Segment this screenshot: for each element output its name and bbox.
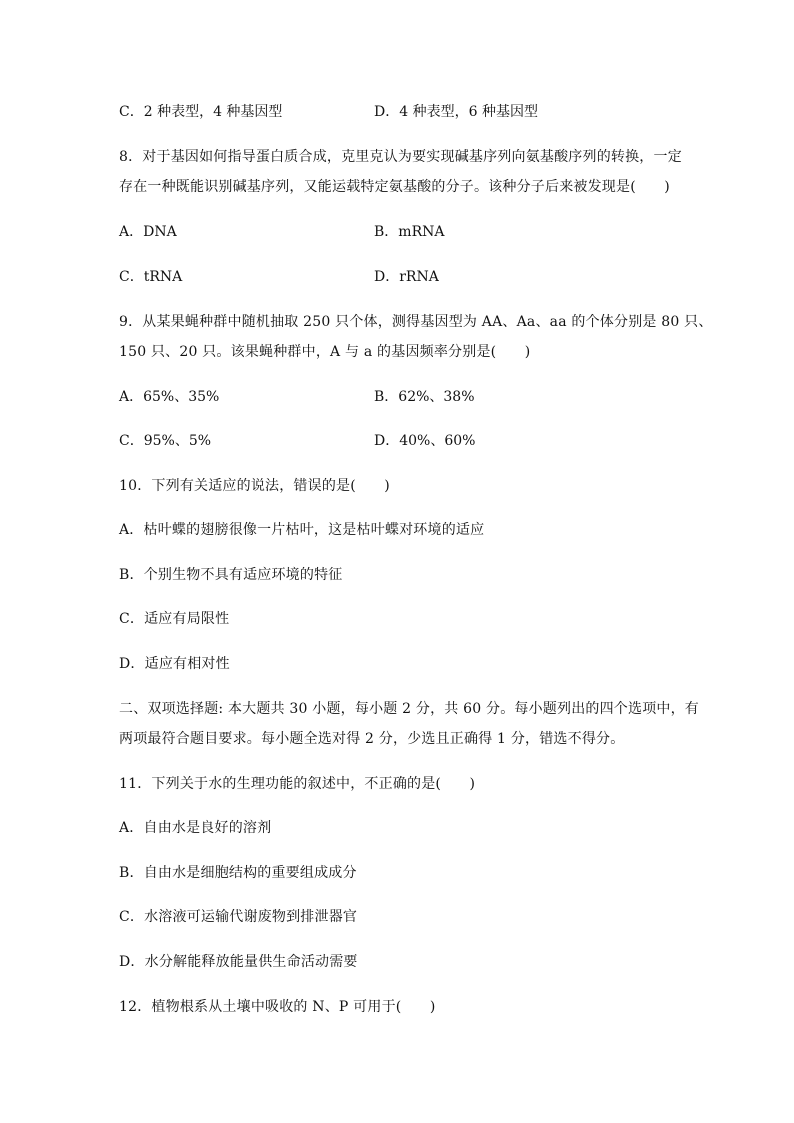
- section2-heading-line2: 两项最符合题目要求。每小题全选对得 2 分，少选且正确得 1 分，错选不得分。: [119, 731, 625, 747]
- q11-option-c: C．水溶液可运输代谢废物到排泄器官: [119, 909, 358, 925]
- q9-option-d: D．40%、60%: [374, 433, 476, 449]
- q9-option-b: B．62%、38%: [374, 389, 475, 405]
- q8-stem-line2: 存在一种既能识别碱基序列，又能运载特定氨基酸的分子。该种分子后来被发现是( ): [119, 179, 670, 195]
- q10-option-b: B．个别生物不具有适应环境的特征: [119, 567, 343, 583]
- q7-option-d: D．4 种表型，6 种基因型: [374, 104, 538, 120]
- q10-option-a: A．枯叶蝶的翅膀很像一片枯叶，这是枯叶蝶对环境的适应: [119, 522, 485, 538]
- q12-stem: 12．植物根系从土壤中吸收的 N、P 可用于( ): [119, 999, 436, 1015]
- q11-option-a: A．自由水是良好的溶剂: [119, 820, 272, 836]
- section2-heading-line1: 二、双项选择题: 本大题共 30 小题，每小题 2 分，共 60 分。每小题列出的四个选项中，有: [119, 701, 700, 717]
- q8-option-b: B．mRNA: [374, 224, 445, 240]
- q9-option-a: A．65%、35%: [119, 389, 220, 405]
- q9-option-c: C．95%、5%: [119, 433, 212, 449]
- q8-option-a: A．DNA: [119, 224, 177, 240]
- q8-option-c: C．tRNA: [119, 269, 183, 285]
- q11-option-b: B．自由水是细胞结构的重要组成成分: [119, 865, 357, 881]
- q11-stem: 11．下列关于水的生理功能的叙述中，不正确的是( ): [119, 776, 476, 792]
- q10-option-c: C．适应有局限性: [119, 611, 230, 627]
- q9-stem-line1: 9．从某果蝇种群中随机抽取 250 只个体，测得基因型为 AA、Aa、aa 的个体分别是 80 只、: [119, 314, 713, 330]
- q7-option-c: C．2 种表型，4 种基因型: [119, 104, 283, 120]
- q10-option-d: D．适应有相对性: [119, 656, 230, 672]
- q10-stem: 10．下列有关适应的说法，错误的是( ): [119, 478, 390, 494]
- q9-stem-line2: 150 只、20 只。该果蝇种群中，A 与 a 的基因频率分别是( ): [119, 344, 531, 360]
- q8-stem-line1: 8．对于基因如何指导蛋白质合成，克里克认为要实现碱基序列向氨基酸序列的转换，一定: [119, 149, 682, 165]
- q8-option-d: D．rRNA: [374, 269, 439, 285]
- q11-option-d: D．水分解能释放能量供生命活动需要: [119, 954, 358, 970]
